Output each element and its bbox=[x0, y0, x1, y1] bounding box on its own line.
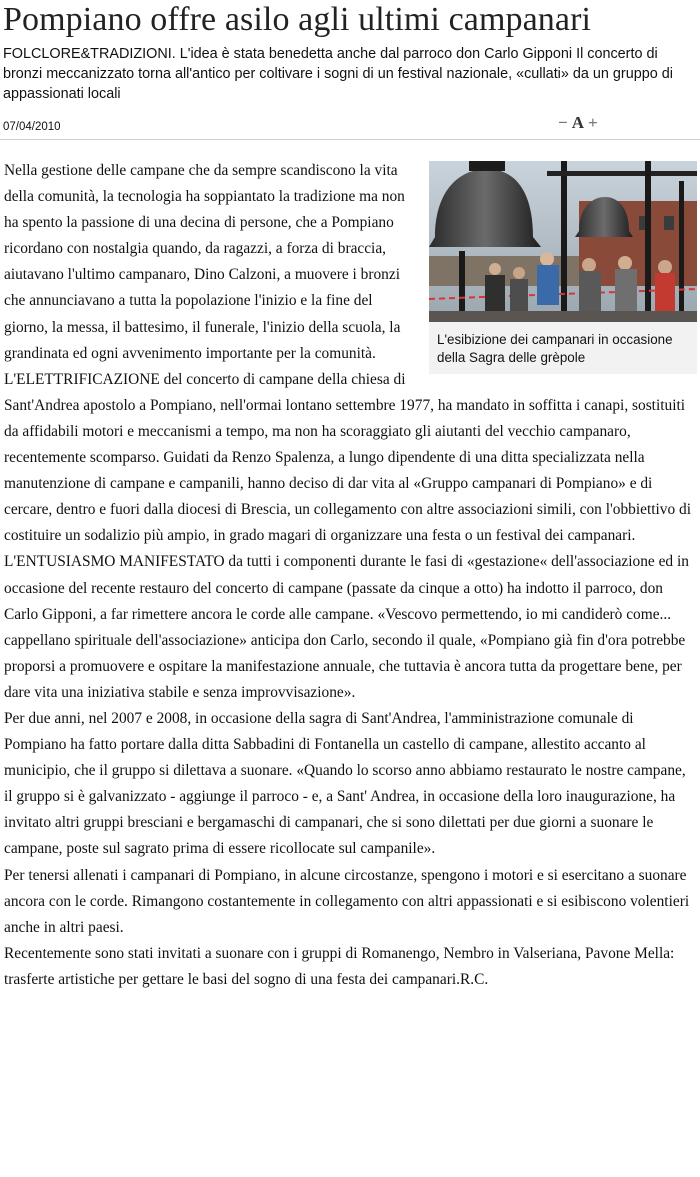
article-summary: L'idea è stata benedetta anche dal parroco don Carlo Gipponi Il concerto di bronzi meccanizzato torna all'antico per coltivare i sogni di un festival nazionale, «cullati» da un gruppo di appassionati locali bbox=[3, 46, 673, 102]
article-paragraph: L'ELETTRIFICAZIONE del concerto di campane della chiesa di Sant'Andrea apostolo a Pompiano, nell'ormai lontano settembre 1977, ha mandato in soffitta i canapi, sostituiti da affidabili motori e meccanismi a tempo, ma non ha scoraggiato gli aiutanti del vecchio campanaro, recentemente scomparso. Guidati da Renzo Spalenza, a lungo dipendente di una ditta specializzata nella manutenzione di campane e campanili, hanno deciso di dar vita al «Gruppo campanari di Pompiano» e di cercare, dentro e fuori dalla diocesi di Brescia, un collegamento con altre associazioni simili, con l'obbiettivo di costituire un sodalizio più ampio, in grado magari di organizzare una festa o un festival dei campanari. bbox=[4, 370, 691, 545]
article-body bbox=[4, 158, 697, 993]
increase-text-size-button[interactable]: + bbox=[587, 113, 598, 132]
bell-ringers-photo bbox=[429, 161, 697, 322]
article-title: Pompiano offre asilo agli ultimi campanari bbox=[3, 1, 592, 38]
article-paragraph: Per due anni, nel 2007 e 2008, in occasione della sagra di Sant'Andrea, l'amministrazione comunale di Pompiano ha fatto portare dalla ditta Sabbadini di Fontanella un castello di campane, allestito accanto al municipio, che il gruppo si dilettava a suonare. «Quando lo scorso anno abbiamo restaurato le nostre campane, il gruppo si è galvanizzato - aggiunge il parroco - e, a Sant' Andrea, in occasione della loro inaugurazione, ha invitato altri gruppi bresciani e bergamaschi di campanari, che si sono dilettati per due giorni a suonare le campane, poste sul sagrato prima di essere ricollocate sul campanile». bbox=[4, 709, 686, 858]
text-size-icon: A bbox=[571, 113, 584, 132]
photo-caption: L'esibizione dei campanari in occasione della Sagra delle grèpole bbox=[429, 322, 697, 374]
article-paragraph: Per tenersi allenati i campanari di Pompiano, in alcune circostanze, spengono i motori e si esercitano a suonare ancora con le corde. Rimangono costantemente in collegamento con altri appassionati e si esibiscono volentieri anche in altri paesi. bbox=[4, 866, 690, 936]
article-paragraph: Nella gestione delle campane che da sempre scandiscono la vita della comunità, la tecnologia ha soppiantato la tradizione ma non ha spento la passione di una decina di persone, che a Pompiano ricordano con nostalgia quando, da ragazzi, a forza di braccia, aiutavano l'ultimo campanaro, Dino Calzoni, a muovere i bronzi che annunciavano a tutta la popolazione l'inizio e la fine del giorno, la messa, il battesimo, il funerale, l'inizio della scuola, la grandinata ed ogni avvenimento importante per la comunità. bbox=[4, 162, 405, 362]
header-divider bbox=[0, 139, 700, 140]
article-photo[interactable] bbox=[429, 161, 697, 322]
article-subtitle bbox=[3, 44, 697, 104]
article-kicker: FOLCLORE&TRADIZIONI. bbox=[3, 46, 176, 62]
article-paragraph: L'ENTUSIASMO MANIFESTATO da tutti i componenti durante le fasi di «gestazione« dell'associazione ed in occasione del recente restauro del concerto di campane (passate da cinque a otto) ha indotto il parroco, don Carlo Gipponi, a far rimettere ancora le corde alle campane. «Vescovo permettendo, io mi candiderò come... cappellano spirituale dell'associazione» anticipa don Carlo, secondo il quale, «Pompiano già fin d'ora potrebbe proporsi a promuovere e ospitare la manifestazione annuale, che tuttavia è ancora tutta da progettare bene, per dare vita una iniziativa stabile e senza improvvisazione». bbox=[4, 553, 689, 701]
text-size-controls bbox=[556, 113, 600, 133]
article-figure bbox=[429, 161, 697, 374]
publication-date: 07/04/2010 bbox=[3, 121, 61, 133]
decrease-text-size-button[interactable]: − bbox=[558, 113, 568, 132]
article-paragraph: Recentemente sono stati invitati a suonare con i gruppi di Romanengo, Nembro in Valseriana, Pavone Mella: trasferte artistiche per gettare le basi del sogno di una festa dei campanari.R.C. bbox=[4, 944, 675, 988]
